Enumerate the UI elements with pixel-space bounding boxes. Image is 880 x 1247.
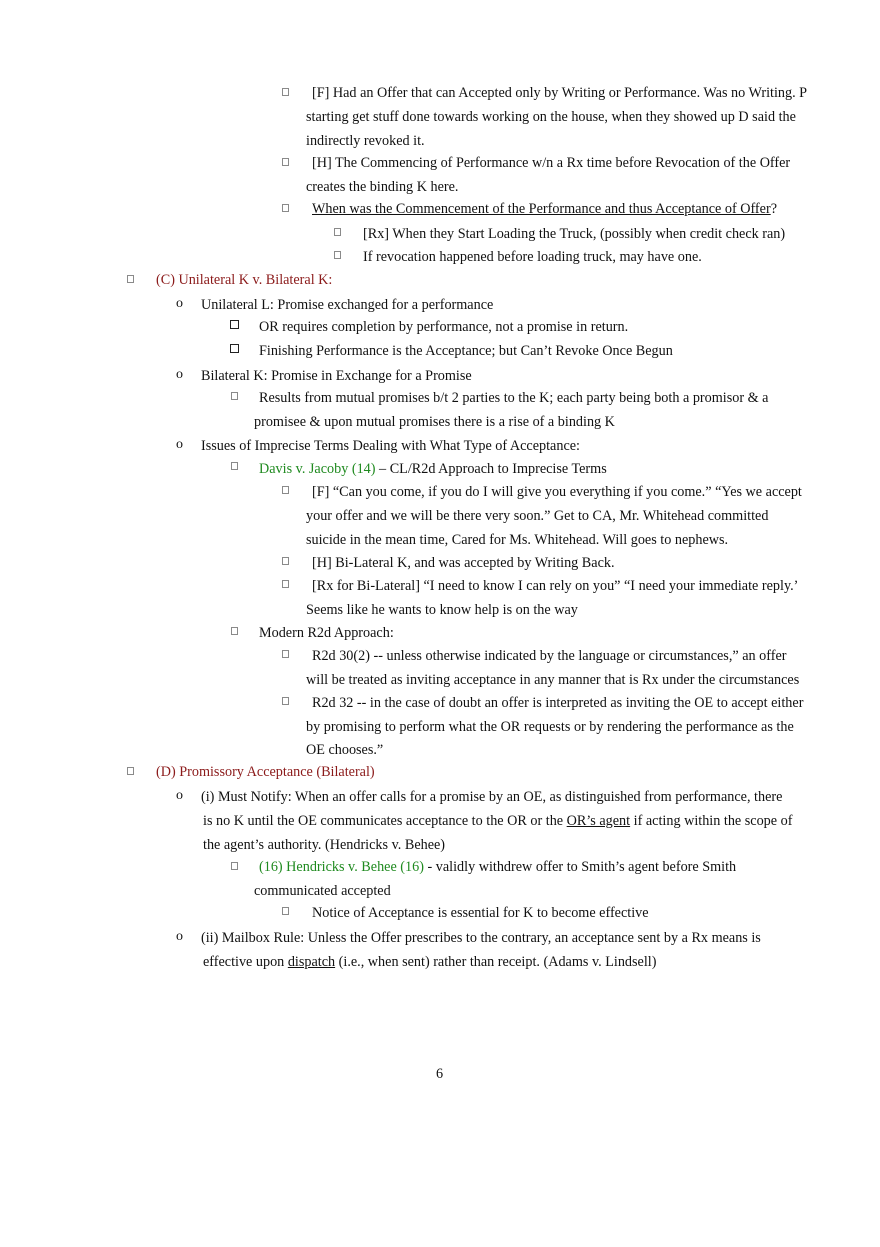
section-heading-d: (D) Promissory Acceptance (Bilateral) bbox=[156, 764, 375, 780]
holding-line: [H] The Commencing of Performance w/n a Rx time before Revocation of the Offer bbox=[312, 155, 791, 171]
circle-bullet-icon: o bbox=[176, 788, 183, 803]
modern-approach-line: Modern R2d Approach: bbox=[259, 625, 394, 641]
case-name: Davis v. Jacoby (14) bbox=[259, 461, 376, 477]
holding-line: [H] Bi-Lateral K, and was accepted by Writing Back. bbox=[312, 555, 615, 571]
facts-line: [F] “Can you come, if you do I will give you everything if you come.” “Yes we accept bbox=[312, 484, 802, 500]
holding-line: creates the binding K here. bbox=[306, 179, 459, 195]
r2d-line: will be treated as inviting acceptance in any manner that is Rx under the circumstances bbox=[306, 672, 800, 688]
case-line: (16) Hendricks v. Behee (16) - validly withdrew offer to Smith’s agent before Smith bbox=[259, 859, 737, 875]
mailbox-line: effective upon dispatch (i.e., when sent) rather than receipt. (Adams v. Lindsell) bbox=[203, 954, 657, 970]
notify-line: (i) Must Notify: When an offer calls for a promise by an OE, as distinguished from performance, there bbox=[201, 789, 783, 805]
bullet-box-icon bbox=[231, 462, 238, 470]
rx-line: Seems like he wants to know help is on the way bbox=[306, 602, 578, 618]
page-number: 6 bbox=[436, 1066, 444, 1082]
bullet-box-icon bbox=[282, 486, 289, 494]
facts-line: [F] Had an Offer that can Accepted only by Writing or Performance. Was no Writing. P bbox=[312, 85, 808, 101]
question-line: When was the Commencement of the Performance and thus Acceptance of Offer? bbox=[312, 201, 777, 217]
bullet-box-icon bbox=[282, 907, 289, 915]
case-name: (16) Hendricks v. Behee (16) bbox=[259, 859, 424, 875]
r2d-line: R2d 30(2) -- unless otherwise indicated by the language or circumstances,” an offer bbox=[312, 648, 787, 664]
r2d-line: R2d 32 -- in the case of doubt an offer is interpreted as inviting the OE to accept either bbox=[312, 695, 804, 711]
bullet-box-icon bbox=[334, 228, 341, 236]
bullet-box-icon bbox=[231, 862, 238, 870]
rx-line: [Rx] When they Start Loading the Truck, (possibly when credit check ran) bbox=[363, 226, 786, 242]
r2d-line: by promising to perform what the OR requests or by rendering the performance as the bbox=[306, 719, 794, 735]
bullet-box-icon bbox=[230, 344, 239, 353]
revocation-line: If revocation happened before loading truck, may have one. bbox=[363, 249, 702, 265]
issues-line: Issues of Imprecise Terms Dealing with What Type of Acceptance: bbox=[201, 438, 580, 454]
notice-line: Notice of Acceptance is essential for K to become effective bbox=[312, 905, 649, 921]
bullet-box-icon bbox=[282, 158, 289, 166]
case-line: Davis v. Jacoby (14) – CL/R2d Approach to Imprecise Terms bbox=[259, 461, 607, 477]
facts-line: starting get stuff done towards working on the house, when they showed up D said the bbox=[306, 109, 796, 125]
circle-bullet-icon: o bbox=[176, 367, 183, 382]
bullet-box-icon bbox=[230, 320, 239, 329]
notify-line: is no K until the OE communicates acceptance to the OR or the OR’s agent if acting within the scope of bbox=[203, 813, 793, 829]
facts-line: suicide in the mean time, Cared for Ms. Whitehead. Will goes to nephews. bbox=[306, 532, 729, 548]
r2d-line: OE chooses.” bbox=[306, 742, 384, 758]
unilateral-line: Unilateral L: Promise exchanged for a performance bbox=[201, 297, 494, 313]
bullet-box-icon bbox=[282, 204, 289, 212]
bilateral-line: Bilateral K: Promise in Exchange for a Promise bbox=[201, 368, 472, 384]
bullet-box-icon bbox=[231, 392, 238, 400]
bullet-box-icon bbox=[282, 697, 289, 705]
unilateral-detail: Finishing Performance is the Acceptance; but Can’t Revoke Once Begun bbox=[259, 343, 673, 359]
circle-bullet-icon: o bbox=[176, 437, 183, 452]
bullet-box-icon bbox=[282, 557, 289, 565]
bullet-box-icon bbox=[282, 88, 289, 96]
circle-bullet-icon: o bbox=[176, 929, 183, 944]
rx-line: [Rx for Bi-Lateral] “I need to know I can rely on you” “I need your immediate reply.’ bbox=[312, 578, 799, 594]
bullet-box-icon bbox=[127, 767, 134, 775]
notify-line: the agent’s authority. (Hendricks v. Behee) bbox=[203, 837, 446, 853]
bilateral-detail: Results from mutual promises b/t 2 parties to the K; each party being both a promisor & a bbox=[259, 390, 769, 406]
bilateral-detail: promisee & upon mutual promises there is a rise of a binding K bbox=[254, 414, 615, 430]
case-line: communicated accepted bbox=[254, 883, 391, 899]
bullet-box-icon bbox=[282, 580, 289, 588]
facts-line: your offer and we will be there very soon.” Get to CA, Mr. Whitehead committed bbox=[306, 508, 769, 524]
bullet-box-icon bbox=[231, 627, 238, 635]
circle-bullet-icon: o bbox=[176, 296, 183, 311]
bullet-box-icon bbox=[282, 650, 289, 658]
facts-line: indirectly revoked it. bbox=[306, 133, 425, 149]
mailbox-line: (ii) Mailbox Rule: Unless the Offer prescribes to the contrary, an acceptance sent by a Rx means is bbox=[201, 930, 761, 946]
bullet-box-icon bbox=[334, 251, 341, 259]
unilateral-detail: OR requires completion by performance, not a promise in return. bbox=[259, 319, 629, 335]
section-heading-c: (C) Unilateral K v. Bilateral K: bbox=[156, 272, 333, 288]
bullet-box-icon bbox=[127, 275, 134, 283]
